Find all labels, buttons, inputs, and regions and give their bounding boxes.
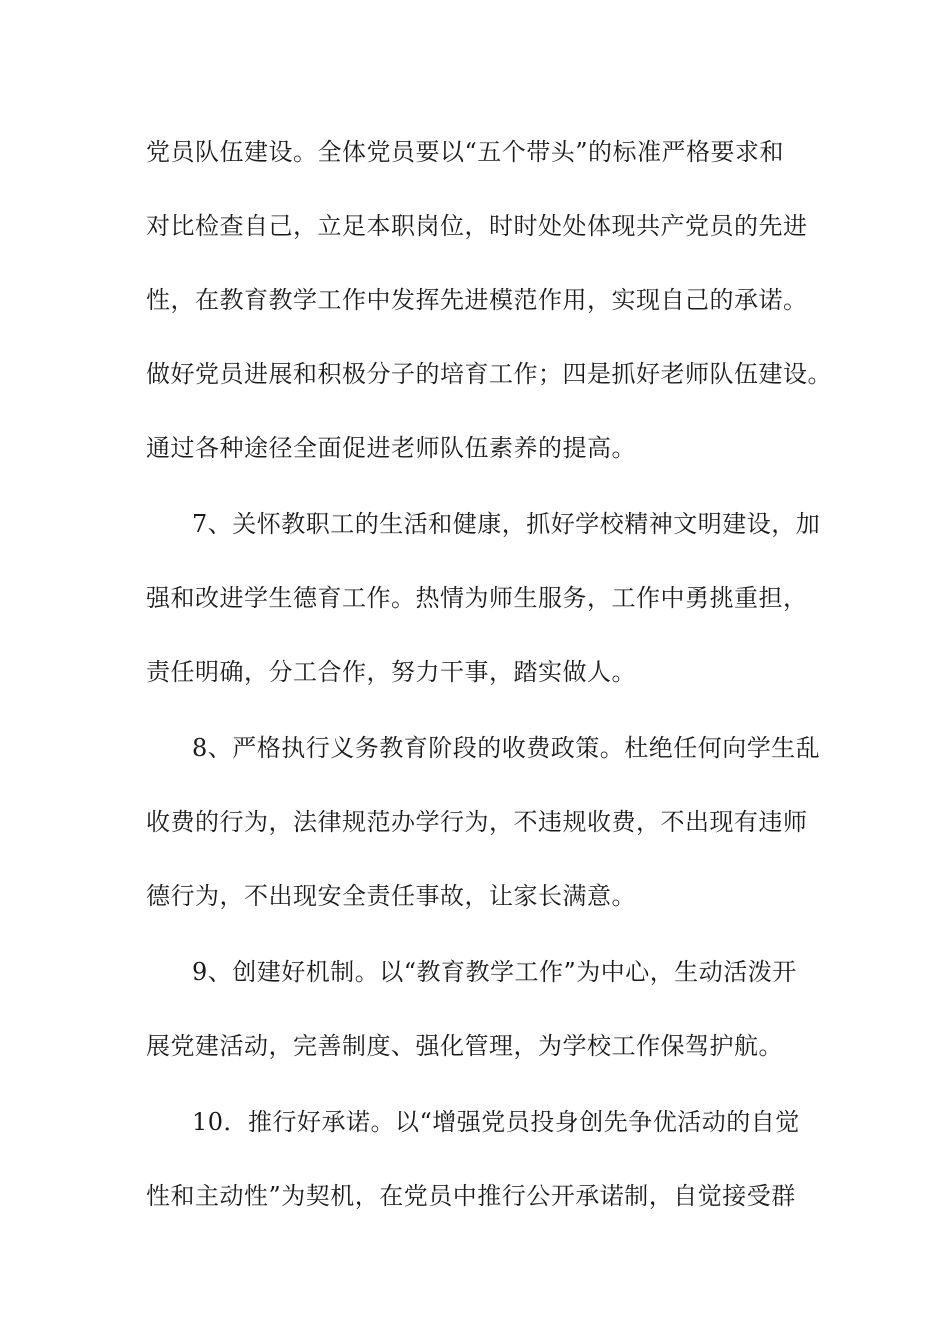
text-line: 做好党员进展和积极分子的培育工作；四是抓好老师队伍建设。 [146,360,832,388]
text-line: 10．推行好承诺。以“增强党员投身创先争优活动的自觉 [192,1108,800,1136]
text-line: 性和主动性”为契机，在党员中推行公开承诺制，自觉接受群 [146,1182,796,1210]
text-line: 8、严格执行义务教育阶段的收费政策。杜绝任何向学生乱 [192,734,821,762]
text-line: 对比检查自己，立足本职岗位，时时处处体现共产党员的先进 [146,212,808,240]
text-line: 德行为，不出现安全责任事故，让家长满意。 [146,882,636,910]
text-line: 7、关怀教职工的生活和健康，抓好学校精神文明建设，加 [192,510,821,538]
text-line: 党员队伍建设。全体党员要以“五个带头”的标准严格要求和 [146,138,785,166]
text-line: 收费的行为，法律规范办学行为，不违规收费，不出现有违师 [146,808,808,836]
text-line: 展党建活动，完善制度、强化管理，为学校工作保驾护航。 [146,1032,783,1060]
text-line: 通过各种途径全面促进老师队伍素养的提高。 [146,434,636,462]
text-line: 强和改进学生德育工作。热情为师生服务，工作中勇挑重担， [146,584,808,612]
text-line: 责任明确，分工合作，努力干事，踏实做人。 [146,658,636,686]
text-line: 性，在教育教学工作中发挥先进模范作用，实现自己的承诺。 [146,286,808,314]
text-line: 9、创建好机制。以“教育教学工作”为中心，生动活泼开 [192,958,797,986]
